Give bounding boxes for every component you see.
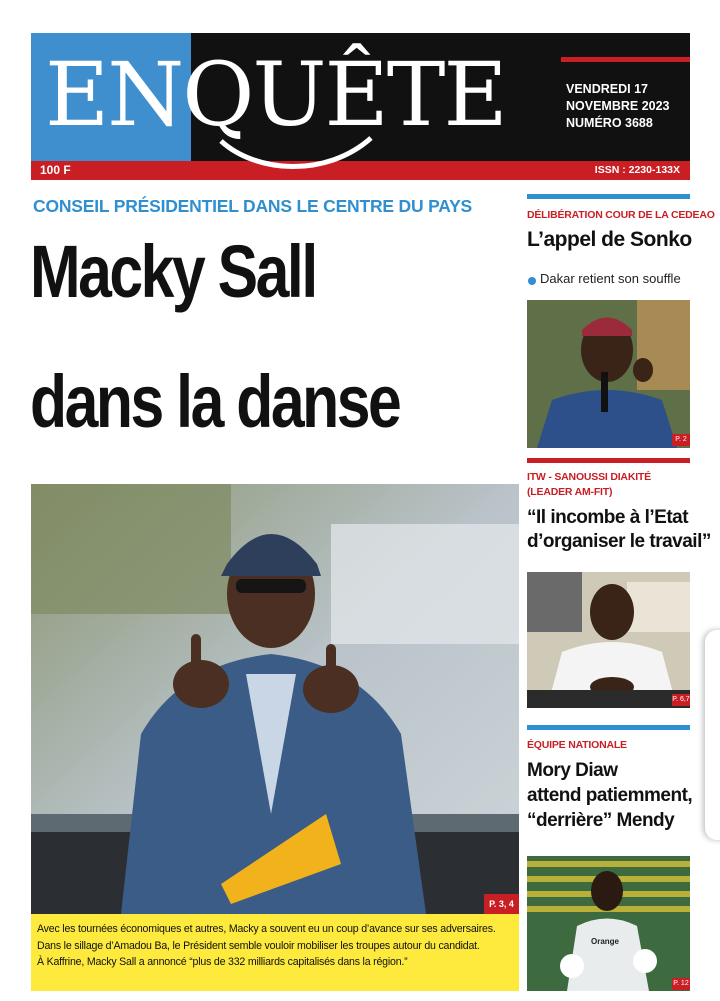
issn: ISSN : 2230-133X [594, 164, 680, 176]
main-caption [31, 914, 519, 991]
issue-date-month: NOVEMBRE 2023 [566, 99, 670, 113]
sidebar2-label [527, 470, 651, 500]
sidebar3-photo-illustration [527, 856, 690, 991]
sidebar2-photo[interactable] [527, 572, 690, 708]
side-drawer-handle[interactable] [705, 630, 720, 840]
main-headline-line1[interactable]: Macky Sall [30, 230, 316, 313]
bullet-icon [528, 277, 536, 285]
sidebar1-photo-illustration [527, 300, 690, 448]
sidebar1-photo[interactable] [527, 300, 690, 448]
jersey-sponsor-text: Orange [591, 937, 620, 946]
issue-number: NUMÉRO 3688 [566, 116, 653, 130]
sidebar3-title-line2: attend patiemment, [527, 785, 693, 806]
sidebar1-page-ref[interactable]: P. 2 [672, 434, 690, 446]
issue-date-day: VENDREDI 17 [566, 82, 648, 96]
sidebar2-rule [527, 458, 690, 463]
sidebar3-title-line3: “derrière” Mendy [527, 810, 675, 831]
main-photo[interactable] [31, 484, 519, 914]
sidebar2-title-line2: d’organiser le travail” [527, 531, 711, 552]
sidebar2-title-line1: “Il incombe à l’Etat [527, 507, 689, 528]
issue-info [566, 81, 676, 132]
sidebar3-photo[interactable] [527, 856, 690, 991]
sidebar1-bullet[interactable]: Dakar retient son souffle [540, 271, 681, 286]
caption-line-1: Avec les tournées économiques et autres, Macky a souvent eu un coup d’avance sur ses adversaires. [37, 923, 496, 935]
sidebar3-title[interactable] [527, 758, 692, 833]
newspaper-logo[interactable]: ENQUÊTE [45, 43, 506, 146]
sidebar3-rule [527, 725, 690, 730]
sidebar1-label: DÉLIBÉRATION COUR DE LA CEDEAO [527, 209, 715, 221]
sidebar3-page-ref[interactable]: P. 12 [672, 978, 690, 990]
logo-swoosh-icon [216, 133, 376, 180]
main-page-ref[interactable]: P. 3, 4 [484, 894, 519, 914]
caption-line-2: Dans le sillage d’Amadou Ba, le Président semble vouloir mobiliser les troupes autour du candidat. [37, 939, 480, 952]
caption-line-3: À Kaffrine, Macky Sall a annoncé “plus de 332 milliards capitalisés dans la région.” [37, 956, 408, 968]
sidebar3-label: ÉQUIPE NATIONALE [527, 739, 627, 751]
sidebar3-title-line1: Mory Diaw [527, 760, 618, 781]
main-kicker: CONSEIL PRÉSIDENTIEL DANS LE CENTRE DU PAYS [33, 196, 473, 216]
sidebar2-photo-illustration [527, 572, 690, 708]
price: 100 F [40, 163, 71, 177]
sidebar1-rule [527, 194, 690, 199]
sidebar2-label-line2: (LEADER AM-FIT) [527, 486, 613, 498]
sidebar2-page-ref[interactable]: P. 6,7 [672, 694, 690, 706]
masthead-red-rule [561, 57, 690, 62]
main-photo-illustration [31, 484, 519, 914]
main-headline-line2[interactable]: dans la danse [30, 360, 400, 443]
sidebar1-title[interactable]: L’appel de Sonko [527, 228, 692, 251]
sidebar2-label-line1: ITW - SANOUSSI DIAKITÉ [527, 471, 651, 483]
sidebar2-title[interactable] [527, 506, 711, 554]
masthead [31, 33, 690, 180]
